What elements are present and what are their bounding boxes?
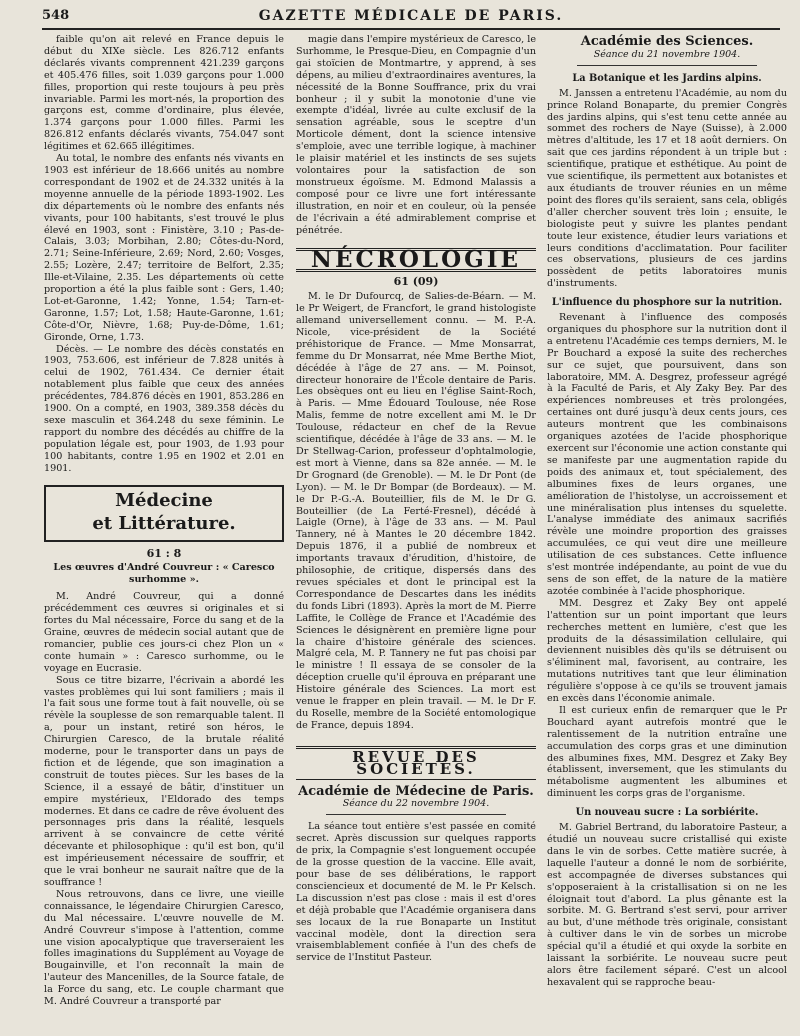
column-2 <box>296 34 536 964</box>
paragraph: M. André Couvreur, qui a donné précédemment ces œuvres si originales et si fortes du Mal nécessaire, Force du sang et de la Graine, œuvres de médecin social autant que de romancier, publie ces jours-ci chez Plon un « conte humain » : Caresco surhomme, ou le voyage en Eucrasie. <box>44 591 284 674</box>
divider <box>577 65 757 66</box>
paragraph: Au total, le nombre des enfants nés vivants en 1903 est inférieur de 18.666 unités au nombre correspondant de 1902 et de 24.332 unités à la moyenne annuelle de la période 1893-1902. Les dix départements où le nombre des enfants nés vivants, pour 100 habitants, s'est trouvé le plus élevé en 1903, sont : Finistère, 3.10 ; Pas-de-Calais, 3.03; Morbihan, 2.80; Côtes-du-Nord, 2.71; Seine-Inférieure, 2.69; Nord, 2.60; Vosges, 2.55; Lozère, 2.47; territoire de Belfort, 2.35; Ille-et-Vilaine, 2.35. Les départements où cette proportion a été la plus faible sont : Gers, 1.40; Lot-et-Garonne, 1.42; Yonne, 1.54; Tarn-et-Garonne, 1.57; Lot, 1.58; Haute-Garonne, 1.61; Côte-d'Or, Nièvre, 1.68; Puy-de-Dôme, 1.61; Gironde, Orne, 1.73. <box>44 153 284 343</box>
paragraph: Sous ce titre bizarre, l'écrivain a abordé les vastes problèmes qui lui sont familiers ; mais il l'a fait sous une forme tout à fait nouvelle, où se révèle la souplesse de son remarquable talent. Il a, pour un instant, retiré son héros, le Chirurgien Caresco, de la brutale réalité moderne, pour le transporter dans un pays de fiction et de légende, que son imagination a construit de toutes pièces. Sur les bases de la Science, il a essayé de bâtir, d'instituer un empire mystérieux, l'Eldorado des temps modernes. Et dans ce cadre de rêve évoluent des personnages pris dans la réalité, lesquels arrivent à se convaincre de cette vérité décevante et philosophique : qu'il est bon, qu'il est impérieusement nécessaire de souffrir, et que le vrai bonheur ne saurait naître que de la souffrance ! <box>44 674 284 888</box>
paragraph: Nous retrouvons, dans ce livre, une vieille connaissance, le légendaire Chirurgien Caresco, du Mal nécessaire. L'œuvre nouvelle de M. André Couvreur s'impose à l'attention, comme une vision apocalyptique que traverseraient les folles imaginations du Supplément au Voyage de Bougainville, et l'on reconnaît la main de l'auteur des Mancenilles, de la Source fatale, de la Force du sang, etc. Le couple charmant que M. André Couvreur a transporté par <box>44 888 284 1008</box>
academie-sciences-title: Académie des Sciences. <box>580 34 754 49</box>
revue-societes-heading: REVUE DES SOCIÉTÉS. <box>296 746 536 780</box>
paragraph: magie dans l'empire mystérieux de Caresco, le Surhomme, le Presque-Dieu, en Compagnie d'un gai stoïcien de Montmartre, y apprend, à ses dépens, au milieu d'extraordinaires aventures, la nécessité de la Bonne Souffrance, prix du vrai bonheur ; il y subit la monotonie d'une vie exempte d'idéal, livrée au culte exclusif de la sensation agréable, sous le sceptre d'un Morticole dément, dont la science intensive s'emploie, avec une terrible logique, à machiner le plaisir matériel et les instincts de ses sujets volontaires pour la satisfaction de son monstrueux égoïsme. M. Edmond Malassis a composé pour ce livre une fort intéressante illustration, en noir et en couleur, où la pensée de l'écrivain a été admirablement comprise et pénétrée. <box>296 34 536 236</box>
paragraph: M. Janssen a entretenu l'Académie, au nom du prince Roland Bonaparte, du premier Congrès des jardins alpins, qui s'est tenu cette année au sommet des rochers de Naye (Suisse), à 2.000 mètres d'altitude, les 17 et 18 août derniers. On sait que ces jardins répondent à un triple but : scientifique, pratique et esthétique. Au point de vue scientifique, ils permettent aux botanistes et aux étudiants de trouver réunies en un même point des flores qu'ils seraient, sans cela, obligés d'aller chercher souvent très loin ; ensuite, le biologiste peut y suivre les plantes pendant toute leur existence, étudier leurs variations et leurs conditions d'acclimatation. Pour faciliter ces observations, plusieurs de ces jardins possèdent de petits laboratoires munis d'instruments. <box>547 87 787 290</box>
paragraph: Il est curieux enfin de remarquer que le Pr Bouchard ayant autrefois montré que le ralentissement de la nutrition entraîne une accumulation des corps gras et une diminution des albumines fixes, MM. Desgrez et Zaky Bey établissent, inversement, que les stimulants du métabolisme augmentent les albumines et diminuent les corps gras de l'organisme. <box>547 704 787 800</box>
section-heading-medecine: Médecine et Littérature. <box>44 485 284 542</box>
paragraph: M. Gabriel Bertrand, du laboratoire Pasteur, a étudié un nouveau sucre cristallisé qui existe dans le vin de sorbes. Cette matière sucrée, à laquelle l'auteur a donné le nom de sorbiérite, est accompagnée de diverses substances qui s'opposeraient à la cristallisation si on ne les éloignait tout d'abord. La plus gênante est la sorbite. M. G. Bertrand s'est servi, pour arriver au but, d'une méthode très originale, consistant à cultiver dans le vin de sorbes un microbe spécial qu'il a étudié et qui oxyde la sorbite en laissant la sorbiérite. Le nouveau sucre peut alors être facilement séparé. C'est un alcool hexavalent qui se rapproche beau- <box>547 822 787 988</box>
section-number: 61 : 8 <box>146 546 182 560</box>
header-rule <box>42 28 780 30</box>
article-heading: La Botanique et les Jardins alpins. <box>572 72 762 84</box>
paragraph: Décès. — Le nombre des décès constatés en 1903, 753.606, est inférieur de 7.828 unités à celui de 1902, 761.434. Ce dernier était notablement plus faible que ceux des années précédentes, 784.876 décès en 1901, 853.286 en 1900. On a compté, en 1903, 389.358 décès du sexe masculin et 364.248 du sexe féminin. Le rapport du nombre des décédés au chiffre de la population légale est, pour 1903, de 1.93 pour 100 habitants, contre 1.95 en 1902 et 2.01 en 1901. <box>44 343 284 474</box>
column-1 <box>44 34 284 1008</box>
necrologie-heading: NÉCROLOGIE <box>296 248 536 272</box>
paragraph: faible qu'on ait relevé en France depuis le début du XIXe siècle. Les 826.712 enfants déclarés vivants comprennent 421.239 garçons et 405.476 filles, soit 1.039 garçons pour 1.000 filles, proportion qui reste toujours à peu près invariable. Parmi les mort-nés, la proportion des garçons est, comme d'ordinaire, plus élevée, 1.374 garçons pour 1.000 filles. Parmi les 826.812 enfants déclarés vivants, 754.047 sont légitimes et 62.665 illégitimes. <box>44 34 284 153</box>
paragraph: Revenant à l'influence des composés organiques du phosphore sur la nutrition dont il a entretenu l'Académie ces temps derniers, M. le Pr Bouchard a exposé la suite des recherches sur ce sujet, que poursuivent, dans son laboratoire, MM. A. Desgrez, professeur agrégé à la Faculté de Paris, et Aly Zaky Bey. Par des expériences nombreuses et très prolongées, certaines ont duré jusqu'à deux cents jours, ces auteurs montrent que les combinaisons organiques azotées de l'acide phosphorique exercent sur l'économie une action constante qui se manifeste par une augmentation rapide du poids des animaux et, tout spécialement, des albumines fixes de leurs organes, une amélioration de l'histolyse, un accroissement et une minéralisation plus intenses du squelette. L'analyse immédiate des animaux sacrifiés révèle une moindre proportion des graisses accumulées, ce qui veut dire une meilleure utilisation de ces substances. Cette influence s'est montrée indépendante, au point de vue du sens de son effet, de la nature de la matière azotée combinée à l'acide phosphorique. <box>547 312 787 597</box>
academie-medecine-title: Académie de Médecine de Paris. <box>298 783 534 799</box>
section-number: 61 (09) <box>393 275 439 289</box>
paragraph: M. le Dr Dufourcq, de Salies-de-Béarn. — M. le Pr Weigert, de Francfort, le grand histologiste allemand universellement connu. — M. P.-A. Nicole, vice-président de la Société préhistorique de France. — Mme Monsarrat, femme du Dr Monsarrat, née Mme Berthe Miot, décédée à l'âge de 27 ans. — M. Poinsot, directeur honoraire de l'École dentaire de Paris. Les obsèques ont eu lieu en l'église Saint-Roch, à Paris. — Mme Édouard Toulouse, née Rose Malis, femme de notre excellent ami M. le Dr Toulouse, rédacteur en chef de la Revue scientifique, décédée à l'âge de 33 ans. — M. le Dr Stellwag-Carion, professeur d'ophtalmologie, est mort à Vienne, dans sa 82e année. — M. le Dr Grognard (de Grenoble). — M. le Dr Pont (de Lyon). — M. le Dr Bompar (de Bordeaux). — M. le Dr P.-G.-A. Bouteillier, fils de M. le Dr G. Bouteillier (de La Ferté-Fresnel), décédé à Laigle (Orne), à l'âge de 33 ans. — M. Paul Tannery, né à Mantes le 20 décembre 1842. Depuis 1876, il a publié de nombreux et importants travaux d'érudition, d'histoire, de philosophie, de critique, dispersés dans des revues spéciales et dont le principal est la Correspondance de Descartes dans les inédits du fonds Libri (1893). Après la mort de M. Pierre Laffite, le Collège de France et l'Académie des Sciences le désignèrent en première ligne pour la chaire d'histoire générale des sciences. Malgré cela, M. P. Tannery ne fut pas choisi par le ministre ! Il essaya de se consoler de la déception cruelle qu'il éprouva en préparant une Histoire générale des Sciences. La mort est venue le frapper en plein travail. — M. le Dr F. du Roselle, membre de la Société entomologique de France, depuis 1894. <box>296 291 536 731</box>
session-date: Séance du 22 novembre 1904. <box>342 798 490 810</box>
paragraph: MM. Desgrez et Zaky Bey ont appelé l'attention sur un point important que leurs recherches mettent en lumière, c'est que les produits de la désassimilation cellulaire, qui deviennent nuisibles dès qu'ils se détruisent ou s'éliminent mal, favorisent, au contraire, les mutations nutritives tant que leur élimination régulière s'oppose à ce qu'ils se trouvent jamais en excès dans l'économie animale. <box>547 597 787 705</box>
article-heading: Un nouveau sucre : La sorbiérite. <box>575 807 759 819</box>
divider <box>326 814 506 815</box>
article-subtitle: Les œuvres d'André Couvreur : « Caresco surhomme ». <box>53 562 275 586</box>
journal-title: GAZETTE MÉDICALE DE PARIS. <box>258 8 564 24</box>
column-3 <box>547 34 787 989</box>
page-number: 548 <box>42 8 70 23</box>
paragraph: La séance tout entière s'est passée en comité secret. Après discussion sur quelques rapports de prix, la Compagnie s'est longuement occupée de la grosse question de la vaccine. Elle avait, pour base de ses délibérations, le rapport consciencieux et documenté de M. le Pr Kelsch. La discussion n'est pas close : mais il est d'ores et déjà probable que l'Académie organisera dans ses locaux de la rue Bonaparte un Institut vaccinal modèle, dont la direction sera vraisemblablement confiée à l'un des chefs de service de l'Institut Pasteur. <box>296 821 536 964</box>
page-header <box>42 8 780 26</box>
article-heading: L'influence du phosphore sur la nutrition. <box>551 297 783 309</box>
session-date: Séance du 21 novembre 1904. <box>593 48 741 60</box>
